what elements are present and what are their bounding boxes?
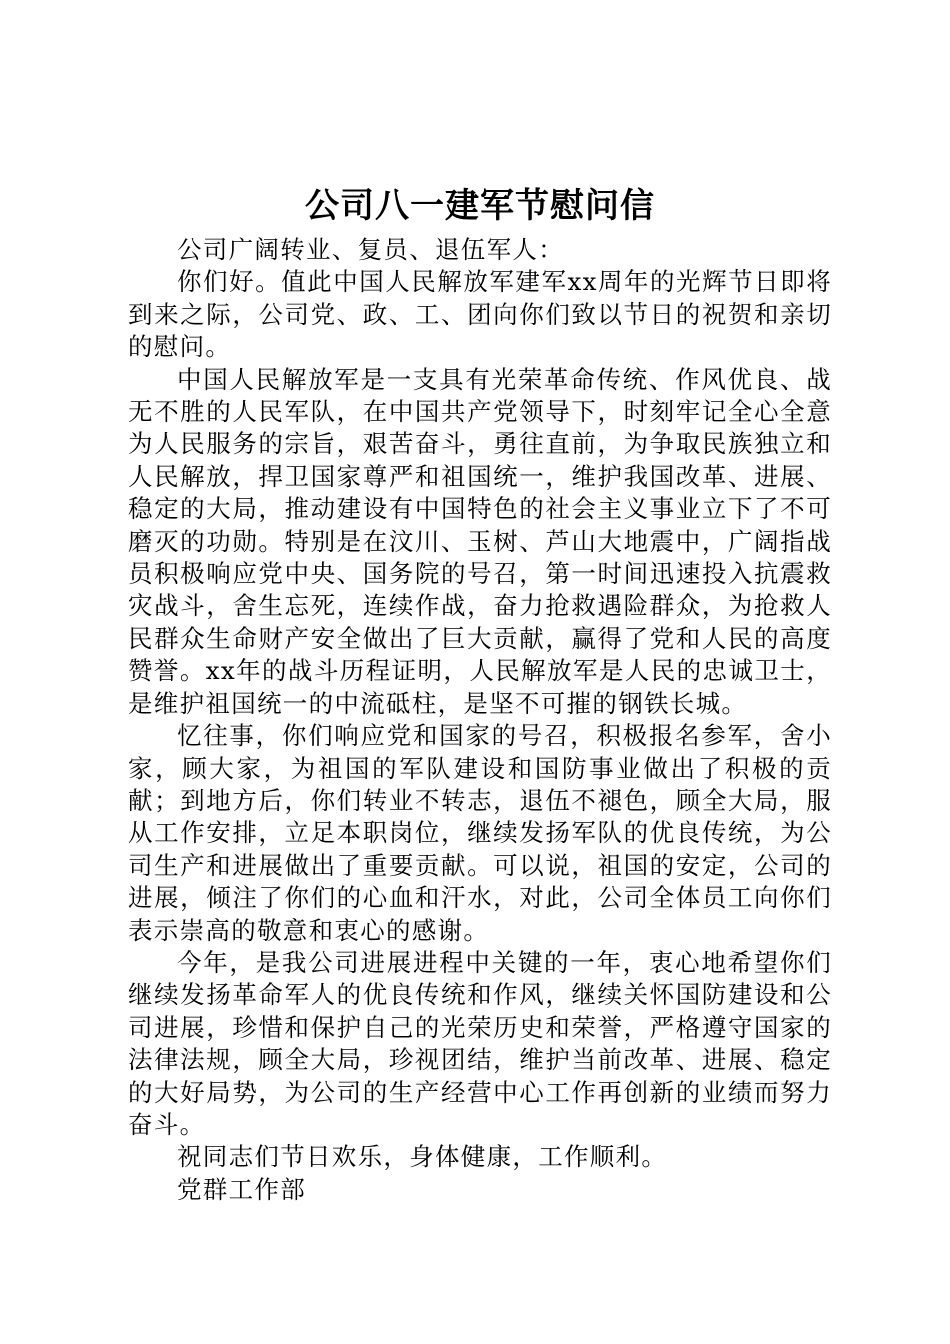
document-title: 公司八一建军节慰问信 [305, 186, 655, 226]
paragraph-2: 中国人民解放军是一支具有光荣革命传统、作风优良、战无不胜的人民军队，在中国共产党领导下，时刻牢记全心全意为人民服务的宗旨，艰苦奋斗，勇往直前，为争取民族独立和人民解放，捍卫国家尊严和祖国统一，维护我国改革、进展、稳定的大局，推动建设有中国特色的社会主义事业立下了不可磨灭的功勋。特别是在汶川、玉树、芦山大地震中，广阔指战员积极响应党中央、国务院的号召，第一时间迅速投入抗震救灾战斗，舍生忘死，连续作战，奋力抢救遇险群众，为抢救人民群众生命财产安全做出了巨大贡献，赢得了党和人民的高度赞誉。xx年的战斗历程证明，人民解放军是人民的忠诚卫士，是维护祖国统一的中流砥柱，是坚不可摧的钢铁长城。 [128, 364, 832, 718]
paragraph-4: 今年，是我公司进展进程中关键的一年，衷心地希望你们继续发扬革命军人的优良传统和作风，继续关怀国防建设和公司进展，珍惜和保护自己的光荣历史和荣誉，严格遵守国家的法律法规，顾全大局，珍视团结，维护当前改革、进展、稳定的大好局势，为公司的生产经营中心工作再创新的业绩而努力奋斗。 [128, 947, 832, 1139]
paragraph-3: 忆往事，你们响应党和国家的号召，积极报名参军，舍小家，顾大家，为祖国的军队建设和国防事业做出了积极的贡献；到地方后，你们转业不转志，退伍不褪色，顾全大局，服从工作安排，立足本职岗位，继续发扬军队的优良传统，为公司生产和进展做出了重要贡献。可以说，祖国的安定，公司的进展，倾注了你们的心血和汗水，对此，公司全体员工向你们表示崇高的敬意和衷心的感谢。 [128, 721, 832, 945]
paragraph-1: 你们好。值此中国人民解放军建军xx周年的光辉节日即将到来之际，公司党、政、工、团向你们致以节日的祝贺和亲切的慰问。 [128, 267, 832, 362]
letter-page [128, 180, 832, 1206]
salutation: 公司广阔转业、复员、退伍军人： [177, 235, 564, 264]
signature: 党群工作部 [177, 1174, 306, 1204]
closing-wish: 祝同志们节日欢乐，身体健康，工作顺利。 [177, 1142, 668, 1172]
